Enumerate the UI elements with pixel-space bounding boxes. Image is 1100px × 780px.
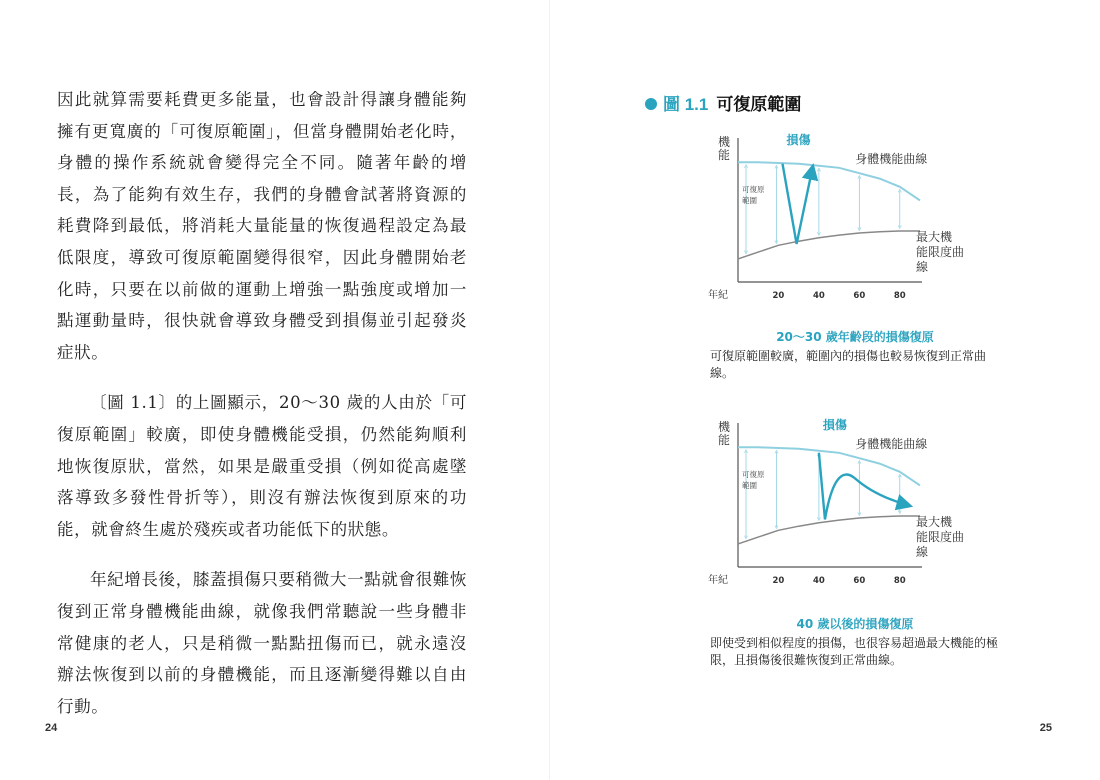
paragraph-1: 因此就算需要耗費更多能量，也會設計得讓身體能夠擁有更寬廣的「可復原範圍」，但當身體開始老化時，身體的操作系統就會變得完全不同。隨著年齡的增長，為了能夠有效生存，我們的身體會試著將資源的耗費降到最低，將消耗大量能量的恢復過程設定為最低限度，導致可復原範圍變得很窄，因此身體開始老化時，只要在以前做的運動上增強一點強度或增加一點運動量時，很快就會導致身體受到損傷並引起發炎症狀。 [57, 90, 467, 362]
x-axis-label: 年紀 [708, 290, 728, 301]
x-tick-label: 80 [893, 291, 906, 301]
series-label-max-limit-curve: 最大機 [916, 230, 953, 244]
figure-heading [645, 90, 801, 115]
chart-young [710, 130, 1010, 310]
x-tick-label: 20 [772, 291, 785, 301]
page-number-right: 25 [1039, 722, 1052, 734]
figure-title: 可復原範圍 [716, 95, 802, 114]
y-axis-label: 機 [717, 135, 731, 149]
caption-old-title: 40 歲以後的損傷復原 [796, 617, 914, 631]
paragraph-3: 年紀增長後，膝蓋損傷只要稍微大一點就會很難恢復到正常身體機能曲線，就像我們常聽說一些身體非常健康的老人，只是稍微一點點扭傷而已，就永遠沒辦法恢復到以前的身體機能，而且逐漸變得難以自由行動。 [57, 570, 467, 716]
injury-path [819, 453, 910, 520]
chart-old-svg [710, 415, 1010, 595]
caption-young-title: 20～30 歲年齡段的損傷復原 [776, 330, 934, 344]
paragraph-2: 〔圖 1.1〕的上圖顯示，20～30 歲的人由於「可復原範圍」較廣，即使身體機能受損，仍然能夠順利地恢復原狀，當然，如果是嚴重受損（例如從高處墜落導致多發性骨折等），則沒有辦法恢復到原來的功能，就會終生處於殘疾或者功能低下的狀態。 [57, 393, 467, 539]
series-label-function-curve: 身體機能曲線 [855, 152, 928, 167]
figure-number: 圖 1.1 [663, 95, 709, 114]
series-label-function-curve: 身體機能曲線 [855, 437, 928, 452]
series-label-max-limit-curve: 線 [916, 545, 929, 559]
caption-old [710, 615, 1000, 669]
injury-label: 損傷 [786, 133, 811, 147]
x-tick-label: 60 [853, 576, 866, 586]
series-line-function-curve [738, 162, 920, 200]
series-label-max-limit-curve: 能限度曲 [916, 245, 965, 259]
series-line-function-curve [738, 447, 920, 485]
caption-old-body: 即使受到相似程度的損傷，也很容易超過最大機能的極限，且損傷後很難恢復到正常曲線。 [710, 636, 999, 667]
caption-young-body: 可復原範圍較廣，範圍內的損傷也較易恢復到正常曲線。 [710, 349, 987, 380]
series-label-max-limit-curve: 最大機 [916, 515, 953, 529]
series-label-max-limit-curve: 能限度曲 [916, 530, 965, 544]
range-label-line-2: 範圍 [742, 481, 757, 491]
bullet-dot-icon [645, 98, 657, 110]
y-axis-label: 能 [717, 433, 731, 447]
chart-old [710, 415, 1010, 595]
page-number-left: 24 [45, 722, 58, 734]
y-axis-label: 機 [717, 420, 731, 434]
series-line-max-limit-curve [738, 231, 920, 259]
body-text [57, 84, 467, 741]
injury-path [783, 164, 813, 244]
series-line-max-limit-curve [738, 516, 920, 544]
series-label-max-limit-curve: 線 [916, 260, 929, 274]
x-tick-label: 60 [853, 291, 866, 301]
range-label-line-1: 可復原 [742, 470, 765, 480]
chart-young-svg [710, 130, 1010, 310]
injury-label: 損傷 [822, 418, 847, 432]
x-axis-label: 年紀 [708, 575, 728, 586]
caption-young [710, 328, 1000, 382]
x-tick-label: 40 [812, 576, 825, 586]
range-label-line-2: 範圍 [742, 196, 757, 206]
right-page [550, 0, 1100, 780]
x-tick-label: 40 [812, 291, 825, 301]
x-tick-label: 80 [893, 576, 906, 586]
x-tick-label: 20 [772, 576, 785, 586]
range-label-line-1: 可復原 [742, 185, 765, 195]
y-axis-label: 能 [717, 148, 731, 162]
